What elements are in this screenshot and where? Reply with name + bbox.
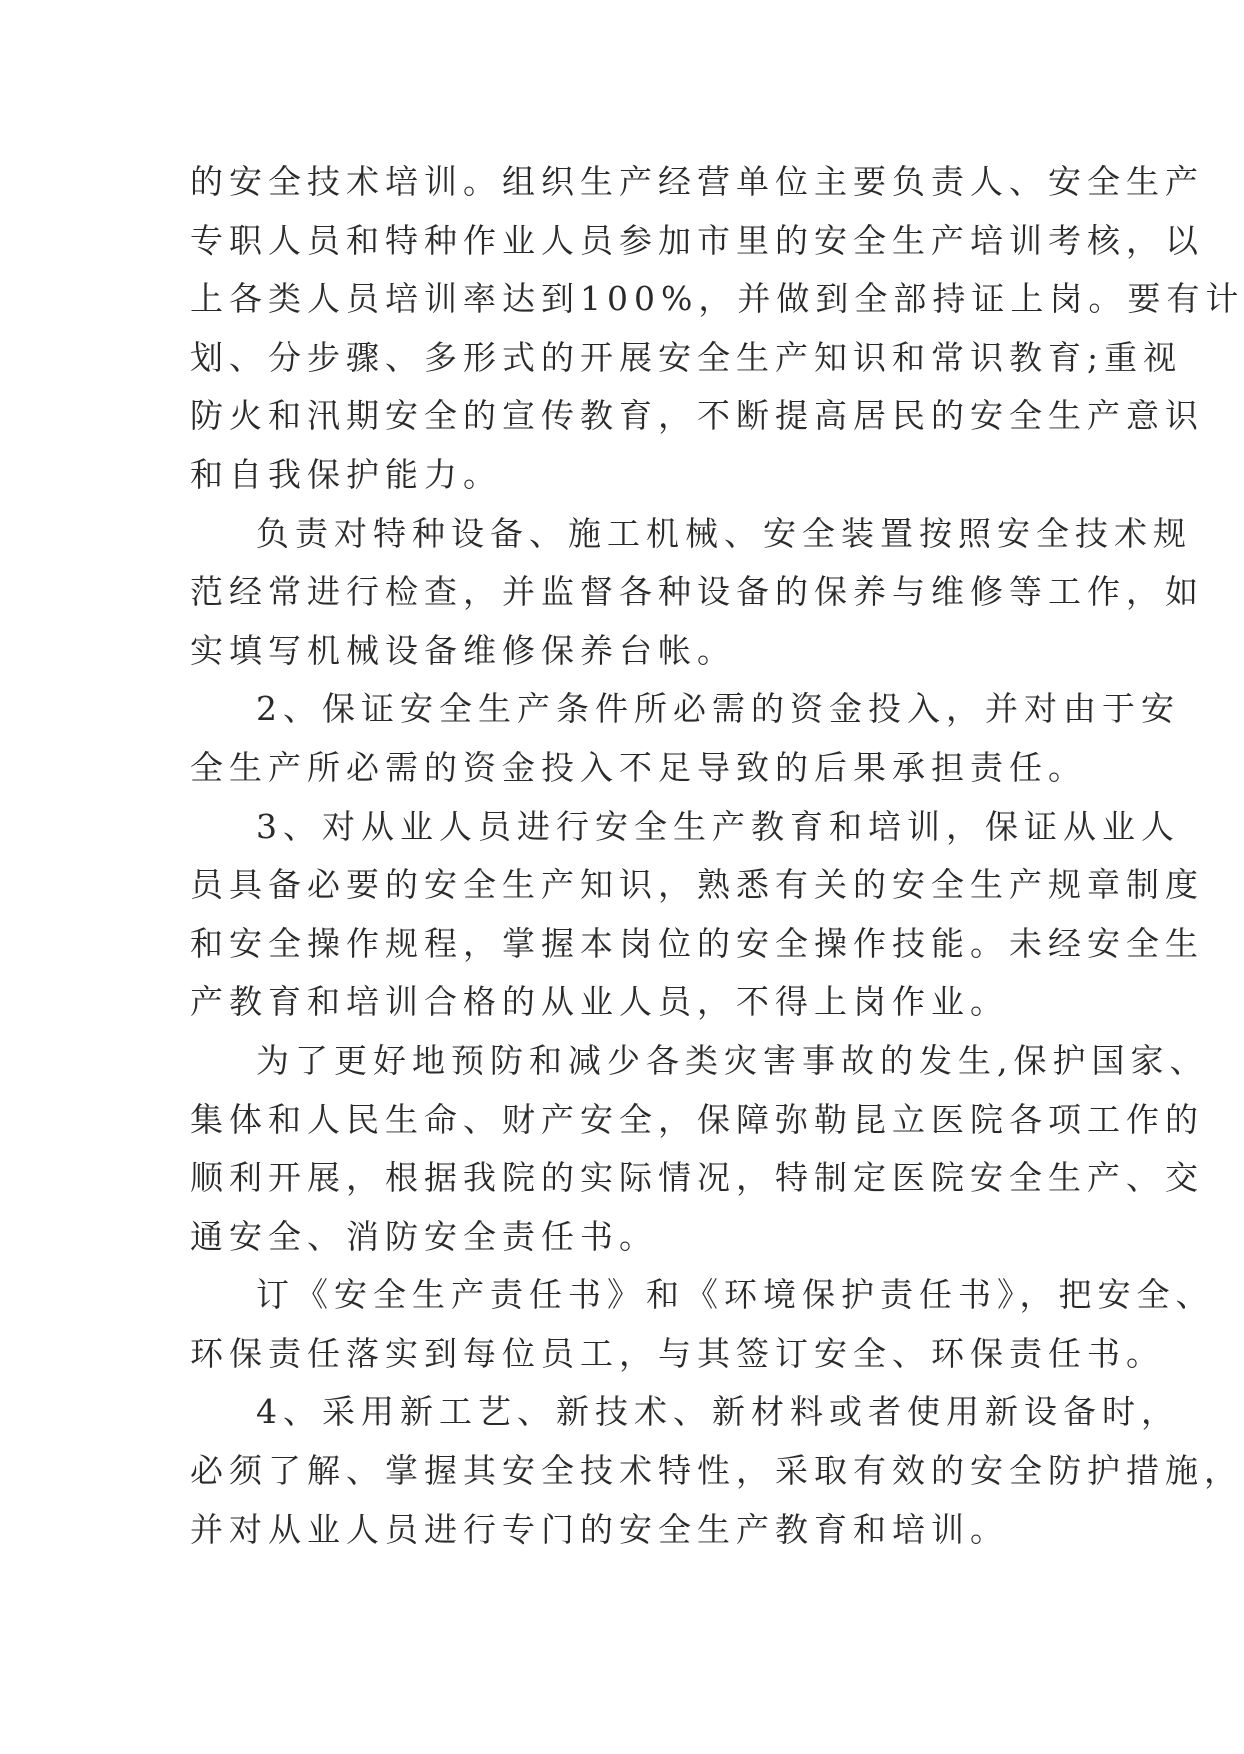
text-line: 产教育和培训合格的从业人员，不得上岗作业。	[190, 982, 1009, 1022]
paragraph-first-line: 4、采用新工艺、新技术、新材料或者使用新设备时，	[256, 1392, 1180, 1432]
text-line: 员具备必要的安全生产知识，熟悉有关的安全生产规章制度	[190, 865, 1204, 905]
text-line: 和安全操作规程，掌握本岗位的安全操作技能。未经安全生	[190, 923, 1204, 963]
text-line: 范经常进行检查，并监督各种设备的保养与维修等工作，如	[190, 572, 1204, 612]
text-line: 划、分步骤、多形式的开展安全生产知识和常识教育;重视	[190, 337, 1183, 377]
text-line: 防火和汛期安全的宣传教育，不断提高居民的安全生产意识	[190, 396, 1204, 436]
text-line: 顺利开展，根据我院的实际情况，特制定医院安全生产、交	[190, 1158, 1204, 1198]
paragraph-first-line: 2、保证安全生产条件所必需的资金投入，并对由于安	[256, 689, 1180, 729]
text-line: 实填写机械设备维修保养台帐。	[190, 630, 736, 670]
text-line: 通安全、消防安全责任书。	[190, 1216, 658, 1256]
paragraph-first-line: 3、对从业人员进行安全生产教育和培训，保证从业人	[256, 806, 1180, 846]
text-line: 集体和人民生命、财产安全，保障弥勒昆立医院各项工作的	[190, 1099, 1204, 1139]
text-line: 上各类人员培训率达到100%，并做到全部持证上岗。要有计	[190, 279, 1244, 319]
paragraph-first-line: 负责对特种设备、施工机械、安全装置按照安全技术规	[256, 513, 1192, 553]
text-line: 必须了解、掌握其安全技术特性，采取有效的安全防护措施，	[190, 1451, 1243, 1491]
text-line: 的安全技术培训。组织生产经营单位主要负责人、安全生产	[190, 162, 1204, 201]
paragraph-first-line: 为了更好地预防和减少各类灾害事故的发生,保护国家、	[256, 1040, 1209, 1080]
document-body	[190, 153, 1244, 1559]
text-line: 和自我保护能力。	[190, 454, 502, 494]
text-line: 并对从业人员进行专门的安全生产教育和培训。	[190, 1509, 1009, 1549]
text-line: 专职人员和特种作业人员参加市里的安全生产培训考核，以	[190, 220, 1204, 260]
text-line: 全生产所必需的资金投入不足导致的后果承担责任。	[190, 747, 1087, 787]
text-line: 环保责任落实到每位员工，与其签订安全、环保责任书。	[190, 1333, 1165, 1373]
paragraph-first-line: 订《安全生产责任书》和《环境保护责任书》，把安全、	[256, 1275, 1215, 1315]
